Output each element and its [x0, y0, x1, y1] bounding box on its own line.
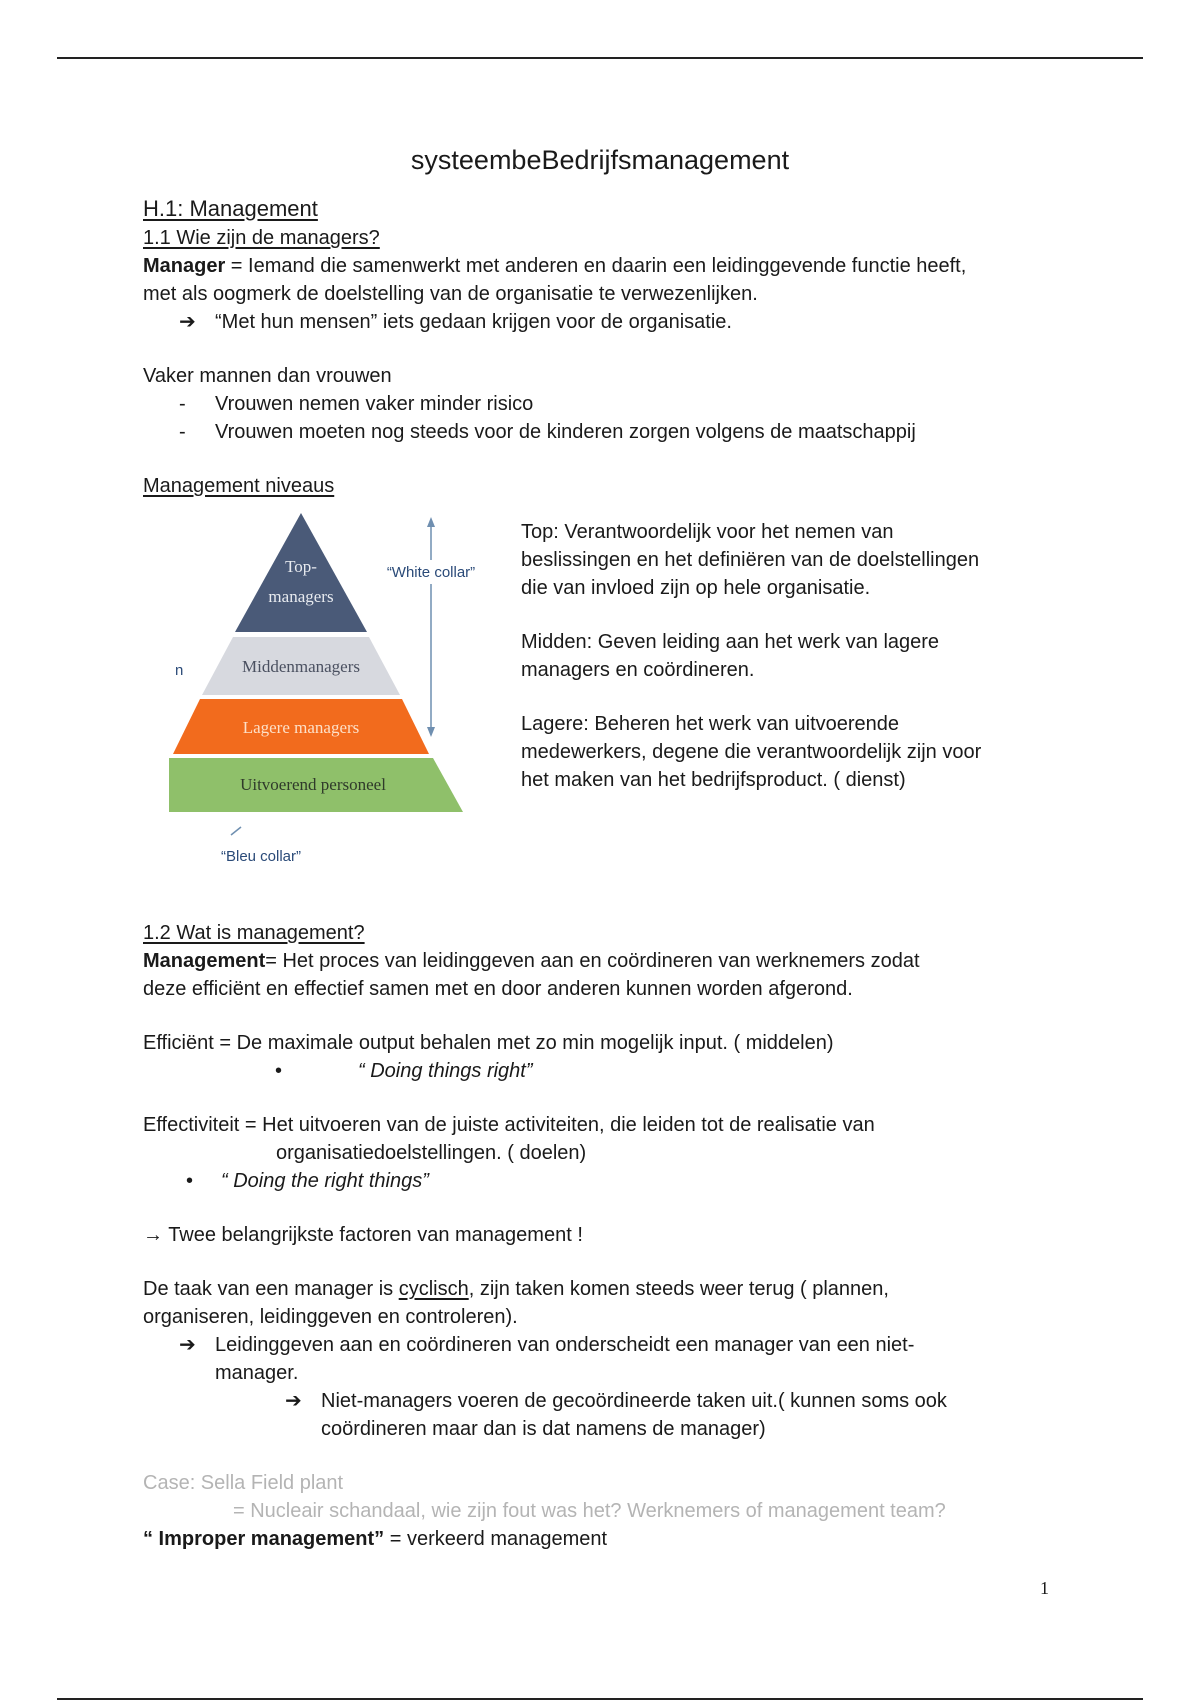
efficient-quote-row: [143, 1057, 1063, 1085]
management-levels-figure: [143, 500, 1063, 895]
dash-icon: -: [179, 421, 186, 443]
management-pyramid: [163, 505, 503, 865]
arrow-note-2: [143, 1387, 1063, 1415]
improper-term: “ Improper management”: [143, 1528, 385, 1550]
arrow-note-2-text: Niet-managers voeren de gecoördineerde taken uit.( kunnen soms ook: [321, 1390, 947, 1412]
cyclic-word: cyclisch: [398, 1278, 469, 1300]
arrow-note-2-cont: coördineren maar dan is dat namens de manager): [321, 1418, 766, 1440]
lower-desc-2: medewerkers, degene die verantwoordelijk zijn voor: [521, 741, 982, 763]
arrow-down-icon: [427, 727, 435, 737]
gender-item-text: Vrouwen moeten nog steeds voor de kinderen zorgen volgens de maatschappij: [215, 421, 916, 443]
management-definition-1: [143, 947, 1063, 975]
pyramid-top-label-2: managers: [268, 587, 334, 606]
arrow-note-1-text: Leidinggeven aan en coördineren van onderscheidt een manager van een niet-: [215, 1334, 915, 1356]
gender-item: [143, 418, 1063, 446]
effectiviteit-quote-row: [143, 1167, 1063, 1195]
page-number: 1: [1040, 1578, 1049, 1598]
pyramid-lower-label: Lagere managers: [242, 718, 360, 737]
arrow-right-icon: ➔: [179, 1334, 196, 1356]
two-factors-note: → Twee belangrijkste factoren van management !: [143, 1224, 583, 1246]
arrow-up-icon: [427, 517, 435, 527]
middle-desc-2: managers en coördineren.: [521, 659, 755, 681]
blue-collar-pointer: [231, 827, 241, 835]
pyramid-top-label-1: Top-: [285, 557, 317, 576]
manager-term: Manager: [143, 255, 226, 277]
top-desc-2: beslissingen en het definiëren van de doelstellingen: [521, 549, 980, 571]
gender-item-text: Vrouwen nemen vaker minder risico: [215, 393, 534, 415]
section-1-2-heading: 1.2 Wat is management?: [143, 922, 365, 944]
blue-collar-label: “Bleu collar”: [220, 848, 302, 865]
top-rule: [57, 57, 1143, 59]
effectiviteit-quote: “ Doing the right things”: [221, 1170, 429, 1192]
bullet-icon: •: [275, 1060, 283, 1082]
case-title: Case: Sella Field plant: [143, 1472, 344, 1494]
manager-def-text: = Iemand die samenwerkt met anderen en daarin een leidinggevende functie heeft,: [225, 255, 967, 277]
top-desc-3: die van invloed zijn op hele organisatie.: [521, 577, 871, 599]
case-description: = Nucleair schandaal, wie zijn fout was het? Werknemers of management team?: [233, 1500, 946, 1522]
arrow-note-1-cont: manager.: [215, 1362, 299, 1384]
top-desc-1: Top: Verantwoordelijk voor het nemen van: [521, 521, 894, 543]
chapter-heading: H.1: Management: [143, 196, 318, 221]
levels-heading: Management niveaus: [143, 475, 335, 497]
white-collar-label: “White collar”: [386, 564, 476, 581]
cyclic-post: , zijn taken komen steeds weer terug ( plannen,: [468, 1278, 889, 1300]
levels-descriptions: [521, 518, 1061, 794]
middle-desc-1: Midden: Geven leiding aan het werk van lagere: [521, 631, 940, 653]
arrow-right-icon: ➔: [285, 1390, 302, 1412]
arrow-note-text: “Met hun mensen” iets gedaan krijgen voor de organisatie.: [215, 311, 732, 333]
improper-def: = verkeerd management: [384, 1528, 608, 1550]
efficient-quote: “ Doing things right”: [358, 1060, 533, 1082]
page-body: [143, 195, 1063, 1553]
management-def-text: = Het proces van leidinggeven aan en coördineren van werknemers zodat: [265, 950, 920, 972]
cyclic-pre: De taak van een manager is: [143, 1278, 399, 1300]
management-definition-2: deze efficiënt en effectief samen met en door anderen kunnen worden afgerond.: [143, 978, 853, 1000]
effectiviteit-definition-1: Effectiviteit = Het uitvoeren van de juiste activiteiten, die leiden tot de realisatie van: [143, 1114, 875, 1136]
arrow-note-1: [143, 1331, 1063, 1359]
dash-icon: -: [179, 393, 186, 415]
bullet-icon: •: [186, 1170, 194, 1192]
improper-management: [143, 1525, 1063, 1553]
document-title: systeembeBedrijfsmanagement: [410, 145, 790, 175]
section-1-1-heading: 1.1 Wie zijn de managers?: [143, 227, 380, 249]
gender-item: [143, 390, 1063, 418]
efficient-definition: Efficiënt = De maximale output behalen met zo min mogelijk input. ( middelen): [143, 1032, 834, 1054]
manager-definition-2: met als oogmerk de doelstelling van de organisatie te verwezenlijken.: [143, 283, 758, 305]
manager-definition-1: [143, 252, 1063, 280]
cyclic-line-1: [143, 1275, 1063, 1303]
cyclic-line-2: organiseren, leidinggeven en controleren).: [143, 1306, 518, 1328]
management-term: Management: [143, 950, 266, 972]
lower-desc-1: Lagere: Beheren het werk van uitvoerende: [521, 713, 900, 735]
pyramid-base-label: Uitvoerend personeel: [240, 775, 386, 794]
effectiviteit-definition-2: organisatiedoelstellingen. ( doelen): [276, 1142, 587, 1164]
lower-desc-3: het maken van het bedrijfsproduct. ( dienst): [521, 769, 906, 791]
manager-arrow-note: [143, 308, 1063, 336]
pyramid-middle-label: Middenmanagers: [241, 657, 361, 676]
arrow-right-icon: ➔: [179, 311, 196, 333]
gender-intro: Vaker mannen dan vrouwen: [143, 365, 392, 387]
stray-mark: n: [175, 662, 184, 679]
